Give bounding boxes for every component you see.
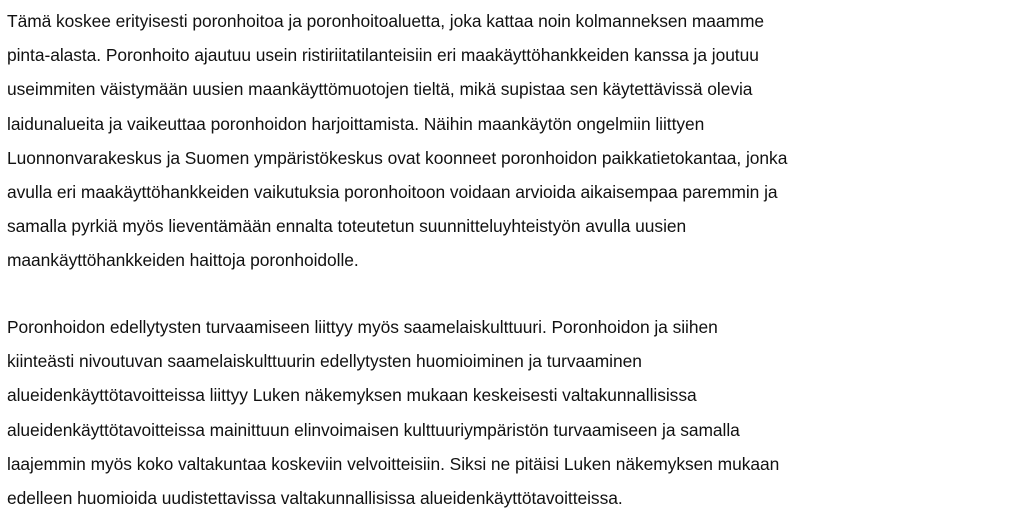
text-line: alueidenkäyttötavoitteissa liittyy Luken näkemyksen mukaan keskeisesti valtakunnallisissa: [7, 385, 697, 406]
text-line: alueidenkäyttötavoitteissa mainittuun elinvoimaisen kulttuuriympäristön turvaamiseen ja samalla: [7, 419, 740, 440]
text-line: Tämä koskee erityisesti poronhoitoa ja poronhoitoaluetta, joka kattaa noin kolmanneksen maamme: [7, 11, 765, 31]
text-line: kiinteästi nivoutuvan saamelaiskulttuurin edellytysten huomioiminen ja turvaaminen: [7, 351, 642, 372]
text-line: laajemmin myös koko valtakuntaa koskeviin velvoitteisiin. Siksi ne pitäisi Luken näkemyksen mukaan: [7, 453, 780, 474]
paragraph-1: [7, 4, 787, 278]
paragraph-2: [7, 310, 779, 515]
text-line: laidunalueita ja vaikeuttaa poronhoidon harjoittamista. Näihin maankäytön ongelmiin liittyen: [7, 113, 705, 134]
text-line: avulla eri maakäyttöhankkeiden vaikutuksia poronhoitoon voidaan arvioida aikaisempaa paremmin ja: [7, 182, 778, 203]
text-line: pinta-alasta. Poronhoito ajautuu usein ristiriitatilanteisiin eri maakäyttöhankkeiden kanssa ja joutuu: [7, 45, 759, 66]
text-line: Poronhoidon edellytysten turvaamiseen liittyy myös saamelaiskulttuuri. Poronhoidon ja siihen: [7, 317, 718, 337]
text-line: Luonnonvarakeskus ja Suomen ympäristökeskus ovat koonneet poronhoidon paikkatietokantaa, jonka: [7, 147, 788, 168]
text-line: samalla pyrkiä myös lieventämään ennalta toteutetun suunnitteluyhteistyön avulla uusien: [7, 216, 687, 237]
text-line: useimmiten väistymään uusien maankäyttömuotojen tieltä, mikä supistaa sen käytettävissä olevia: [7, 79, 753, 100]
text-line: maankäyttöhankkeiden haittoja poronhoidolle.: [7, 250, 359, 271]
text-line: edelleen huomioida uudistettavissa valtakunnallisissa alueidenkäyttötavoitteissa.: [7, 488, 623, 509]
